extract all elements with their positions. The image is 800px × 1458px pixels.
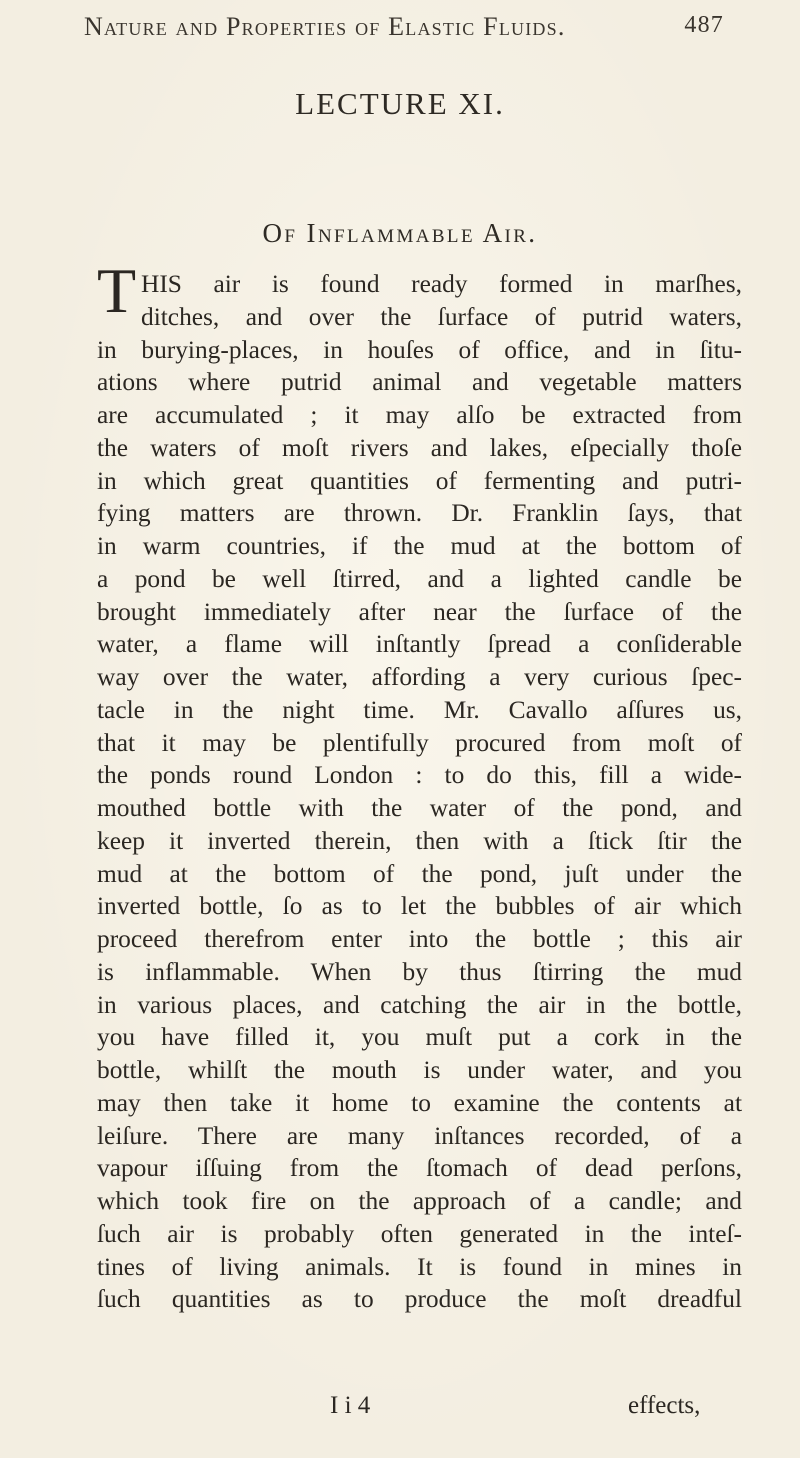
text-line: ditches, and over the ſurface of putrid waters, [141, 302, 742, 331]
text-line: way over the water, affording a very curious ſpec- [97, 663, 742, 691]
text-line: you have filled it, you muſt put a cork in the [97, 1023, 742, 1052]
text-line: leiſure. There are many inſtances recorded, of a [97, 1121, 742, 1150]
text-line: ſuch air is probably often generated in the inteſ- [97, 1219, 742, 1248]
text-line: water, a flame will inſtantly ſpread a conſiderable [97, 630, 742, 659]
running-head [84, 12, 724, 52]
text-line: which took fire on the approach of a candle; and [97, 1187, 742, 1215]
text-line: tacle in the night time. Mr. Cavallo aſſures us, [97, 695, 742, 724]
text-line: vapour iſſuing from the ſtomach of dead perſons, [97, 1154, 742, 1183]
text-line: inverted bottle, ſo as to let the bubbles of air which [97, 892, 742, 921]
text-line: in which great quantities of fermenting and putri- [97, 466, 742, 495]
text-line: mud at the bottom of the pond, juſt under the [97, 859, 742, 888]
catchword: effects, [628, 1392, 701, 1419]
text-line: may then take it home to examine the contents at [97, 1088, 742, 1117]
page-footer [0, 1392, 800, 1428]
text-line: in burying-places, in houſes of office, and in ſitu- [97, 335, 742, 364]
page-number: 487 [684, 12, 724, 38]
text-line: keep it inverted therein, then with a ſtick ſtir the [97, 826, 742, 855]
text-line: ſuch quantities as to produce the moſt dreadful [97, 1285, 742, 1314]
text-line: are accumulated ; it may alſo be extracted from [97, 401, 742, 429]
text-line: a pond be well ſtirred, and a lighted candle be [97, 564, 742, 593]
text-line: ations where putrid animal and vegetable matters [97, 368, 742, 397]
text-line: bottle, whilſt the mouth is under water, and you [97, 1056, 742, 1084]
body-text [97, 268, 742, 1316]
text-line: the waters of moſt rivers and lakes, eſpecially thoſe [97, 433, 742, 462]
text-line: in warm countries, if the mud at the bottom of [97, 532, 742, 560]
text-line: HIS air is found ready formed in marſhes, [141, 270, 742, 298]
text-line: is inflammable. When by thus ſtirring the mud [97, 957, 742, 986]
text-line: tines of living animals. It is found in mines in [97, 1252, 742, 1281]
lecture-title: LECTURE XI. [295, 86, 505, 121]
text-line: in various places, and catching the air in the bottle, [97, 990, 742, 1019]
text-line: the ponds round London : to do this, fill a wide- [97, 761, 742, 790]
text-line: proceed therefrom enter into the bottle ; this air [97, 925, 742, 953]
text-line: brought immediately after near the ſurface of the [97, 597, 742, 626]
section-title: Of Inflammable Air. [262, 218, 538, 248]
signature-mark: I i 4 [330, 1392, 371, 1419]
text-line: fying matters are thrown. Dr. Franklin ſays, that [97, 499, 742, 528]
drop-cap: T [97, 255, 137, 326]
running-head-title: Nature and Properties of Elastic Fluids. [84, 12, 566, 41]
text-line: mouthed bottle with the water of the pond, and [97, 794, 742, 822]
text-line: that it may be plentifully procured from moſt of [97, 728, 742, 757]
